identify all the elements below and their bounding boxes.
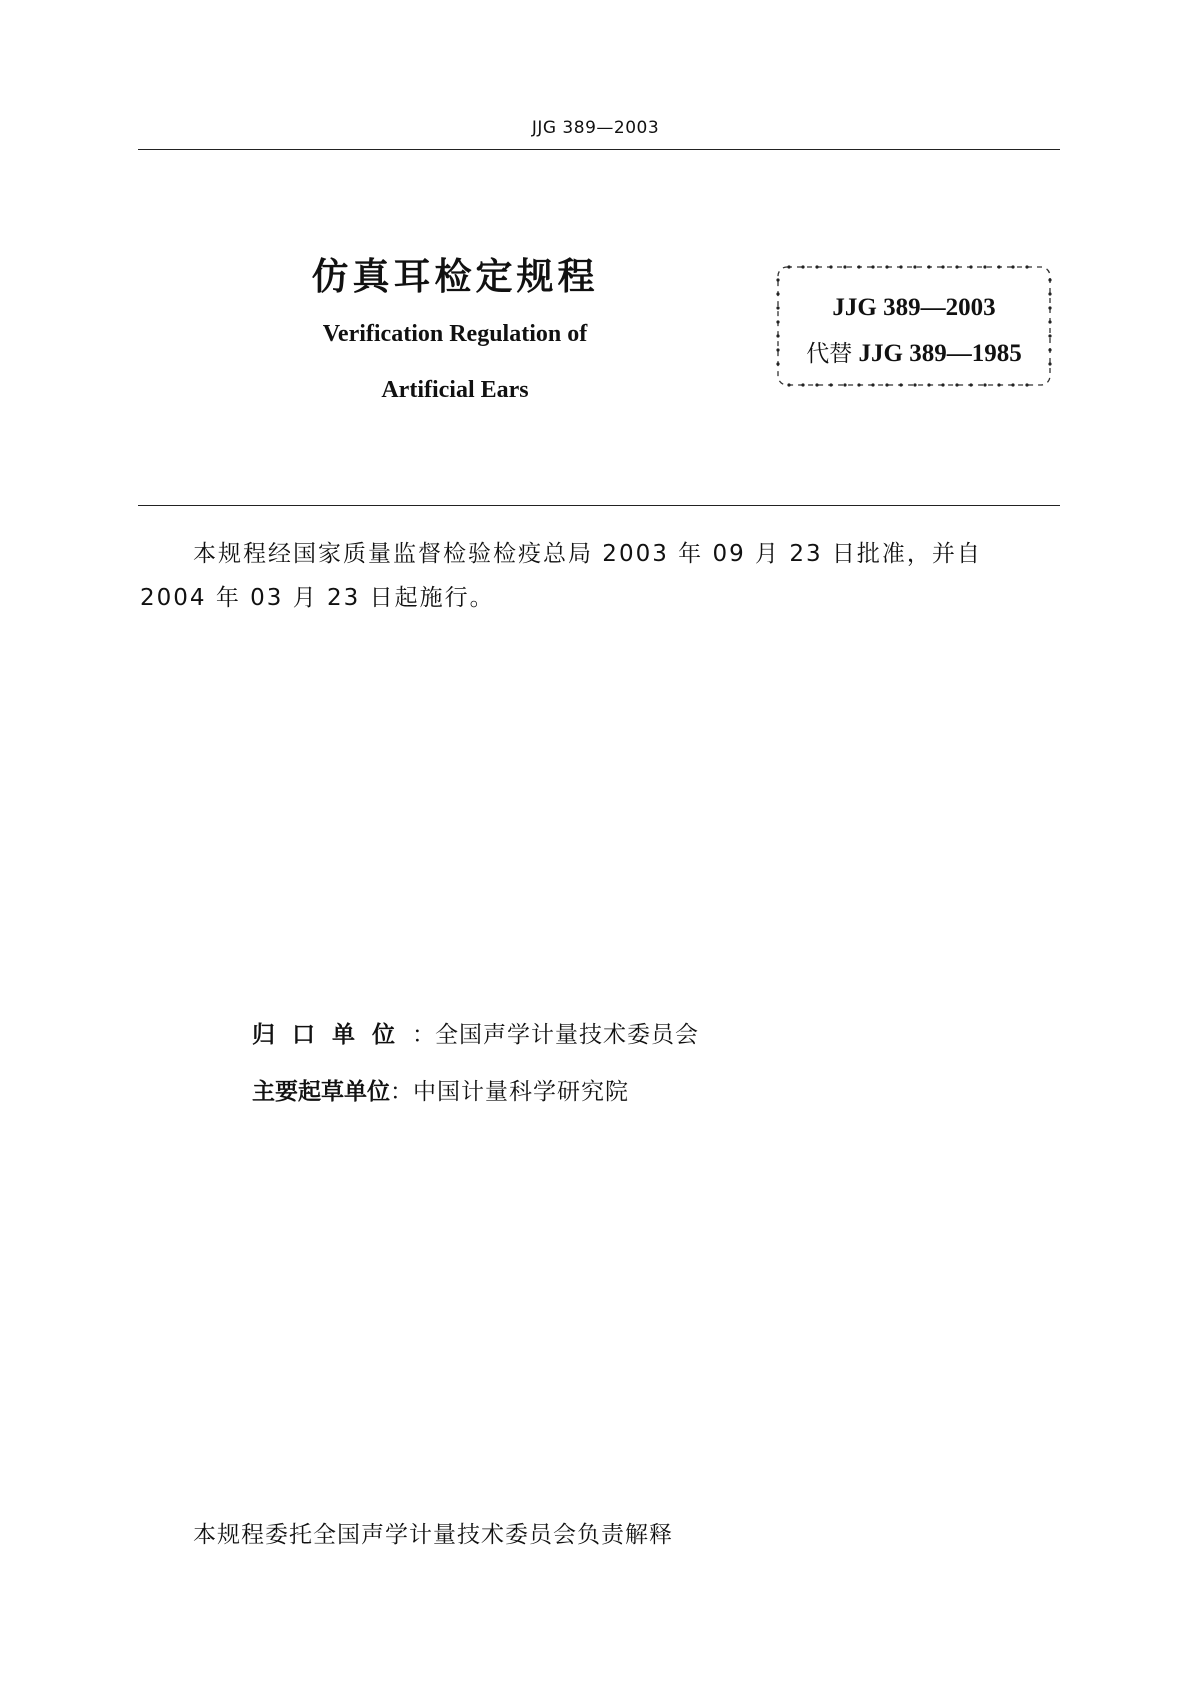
running-header: JJG 389—2003 — [531, 118, 660, 138]
border-dot — [997, 383, 1000, 386]
drafting-unit-colon: ： — [390, 1079, 413, 1105]
responsible-unit-colon: ： — [412, 1022, 435, 1048]
document-title-chinese: 仿真耳检定规程 — [311, 255, 599, 298]
approval-text-1: 本规程经国家质量监督检验检疫总局 2003 年 09 月 23 日批准，并自 — [193, 541, 982, 567]
border-dot — [1011, 265, 1014, 268]
border-dot — [801, 383, 804, 386]
border-dot — [899, 383, 902, 386]
border-dot — [1025, 383, 1028, 386]
border-dot — [885, 265, 888, 268]
approval-statement — [140, 532, 1060, 620]
border-dot — [927, 265, 930, 268]
border-dot — [801, 265, 804, 268]
document-title-english-line-1: Verification Regulation of — [322, 321, 588, 347]
border-dot — [969, 383, 972, 386]
border-dot — [857, 265, 860, 268]
border-dot — [871, 265, 874, 268]
drafting-unit-label: 主要起草单位 — [252, 1079, 390, 1105]
border-dot — [1011, 383, 1014, 386]
border-dot — [983, 383, 986, 386]
border-dot — [955, 383, 958, 386]
border-dot — [941, 383, 944, 386]
border-dot — [857, 383, 860, 386]
border-dot — [927, 383, 930, 386]
border-dot — [787, 265, 790, 268]
border-dot — [829, 265, 832, 268]
approval-line-2: 2004 年 03 月 23 日起施行。 — [140, 585, 495, 611]
border-dot — [843, 265, 846, 268]
approval-line-1 — [140, 532, 1060, 576]
border-dot — [815, 383, 818, 386]
border-dot — [1048, 278, 1051, 281]
border-dot — [871, 383, 874, 386]
header-divider — [138, 149, 1060, 150]
border-dot — [969, 265, 972, 268]
border-dot — [1025, 265, 1028, 268]
standard-code-box — [775, 264, 1053, 388]
border-dot — [955, 265, 958, 268]
border-dot — [983, 265, 986, 268]
interpretation-note: 本规程委托全国声学计量技术委员会负责解释 — [193, 1522, 673, 1548]
responsible-unit-value: 全国声学计量技术委员会 — [435, 1022, 699, 1048]
responsible-unit-row — [252, 1016, 699, 1049]
replaces-code: JJG 389—1985 — [858, 340, 1022, 367]
drafting-unit-row — [252, 1073, 629, 1106]
border-dot — [843, 383, 846, 386]
border-dot — [913, 265, 916, 268]
border-dot — [913, 383, 916, 386]
border-dot — [829, 383, 832, 386]
border-dot — [815, 265, 818, 268]
border-dot — [787, 383, 790, 386]
replaces-line — [775, 335, 1053, 368]
border-dot — [941, 265, 944, 268]
replaces-label: 代替 — [806, 341, 853, 367]
document-title-english-line-2: Artificial Ears — [381, 377, 529, 403]
border-dot — [776, 278, 779, 281]
drafting-unit-value: 中国计量科学研究院 — [413, 1079, 629, 1105]
responsible-unit-label: 归口单位 — [252, 1022, 412, 1048]
standard-code: JJG 389—2003 — [832, 294, 996, 321]
section-divider — [138, 505, 1060, 506]
border-dot — [885, 383, 888, 386]
border-dot — [899, 265, 902, 268]
border-dot — [997, 265, 1000, 268]
decorative-border — [775, 264, 1053, 388]
